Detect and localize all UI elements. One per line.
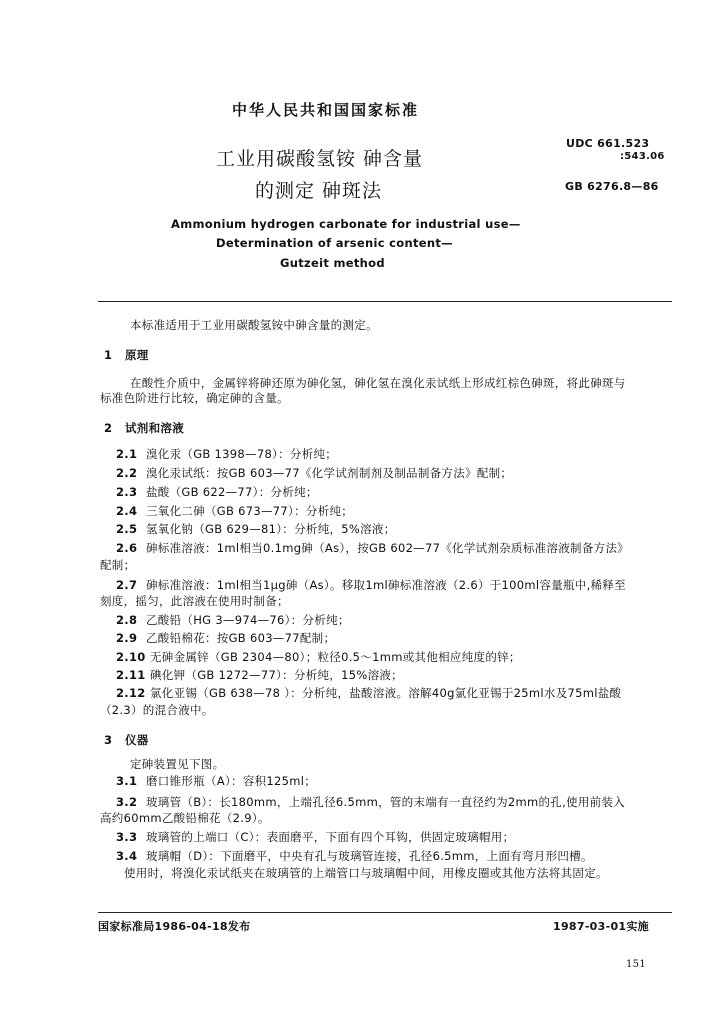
english-title-line2: Determination of arsenic content— — [216, 236, 453, 250]
list-item: 2.6 砷标准溶液：1ml相当0.1mg砷（As），按GB 602—77《化学试剂杂质标准溶液制备方法》 — [116, 541, 630, 555]
scope-statement: 本标准适用于工业用碳酸氢铵中砷含量的测定。 — [130, 318, 378, 332]
list-item: 2.8 乙酸铅（HG 3—974—76）：分析纯； — [116, 613, 350, 627]
list-item: 2.5 氢氧化钠（GB 629—81）：分析纯，5%溶液； — [116, 522, 396, 536]
national-standard-heading: 中华人民共和国国家标准 — [232, 101, 420, 119]
section-2-number: 2 — [104, 421, 113, 435]
list-item: 2.3 盐酸（GB 622—77）：分析纯； — [116, 485, 318, 499]
udc-code-continued: :543.06 — [620, 151, 665, 162]
gb-standard-code: GB 6276.8—86 — [565, 180, 659, 193]
apparatus-usage-note: 使用时，将溴化汞试纸夹在玻璃管的上端管口与玻璃帽中间，用橡皮圈或其他方法将其固定。 — [124, 866, 608, 880]
list-item: 2.12 氯化亚锡（GB 638—78 ）：分析纯，盐酸溶液。溶解40g氯化亚锡于25ml水及75ml盐酸 — [116, 686, 622, 700]
section-1-number: 1 — [104, 348, 113, 362]
section-3-number: 3 — [104, 733, 113, 747]
page-number: 151 — [626, 959, 646, 970]
effective-date: 1987-03-01实施 — [553, 920, 649, 933]
section-1-title: 原理 — [125, 348, 149, 362]
principle-paragraph-line1: 在酸性介质中，金属锌将砷还原为砷化氢，砷化氢在溴化汞试纸上形成红棕色砷斑，将此砷斑与 — [130, 376, 626, 390]
document-title-line1: 工业用碳酸氢铵 砷含量 — [216, 148, 424, 170]
list-item: 2.2 溴化汞试纸：按GB 603—77《化学试剂制剂及制品制备方法》配制； — [116, 466, 513, 480]
section-2-title: 试剂和溶液 — [125, 421, 184, 435]
list-item-continuation: （2.3）的混合液中。 — [100, 703, 214, 717]
header-divider — [98, 301, 672, 302]
udc-code: UDC 661.523 — [566, 137, 650, 150]
english-title-line1: Ammonium hydrogen carbonate for industrial use— — [171, 217, 521, 231]
list-item: 3.1 磨口锥形瓶（A）：容积125ml； — [116, 774, 317, 788]
list-item: 2.10 无砷金属锌（GB 2304—80）；粒径0.5～1mm或其他相应纯度的锌； — [116, 650, 521, 664]
list-item: 2.9 乙酸铅棉花：按GB 603—77配制； — [116, 631, 336, 645]
list-item: 3.4 玻璃帽（D）：下面磨平，中央有孔与玻璃管连接，孔径6.5mm，上面有弯月形凹槽。 — [116, 849, 593, 863]
list-item-continuation: 高约60mm乙酸铅棉花（2.9）。 — [100, 811, 270, 825]
list-item: 3.2 玻璃管（B）：长180mm，上端孔径6.5mm，管的末端有一直径约为2mm的孔,使用前装入 — [116, 795, 626, 809]
apparatus-lead: 定砷装置见下图。 — [130, 757, 225, 771]
list-item-continuation: 刻度，摇匀，此溶液在使用时制备； — [100, 594, 289, 608]
english-title-line3: Gutzeit method — [280, 256, 385, 270]
section-3-title: 仪器 — [125, 733, 149, 747]
principle-paragraph-line2: 标准色阶进行比较，确定砷的含量。 — [100, 391, 289, 405]
list-item: 2.4 三氧化二砷（GB 673—77）：分析纯； — [116, 504, 354, 518]
footer-divider — [98, 912, 672, 913]
list-item: 2.11 碘化钾（GB 1272—77）：分析纯，15%溶液； — [116, 668, 403, 682]
list-item-continuation: 配制； — [100, 558, 136, 572]
document-title-line2: 的测定 砷斑法 — [255, 180, 383, 202]
list-item: 3.3 玻璃管的上端口（C）：表面磨平，下面有四个耳钩，供固定玻璃帽用； — [116, 830, 515, 844]
list-item: 2.7 砷标准溶液：1ml相当1μg砷（As）。移取1ml砷标准溶液（2.6）于100ml容量瓶中,稀释至 — [116, 578, 626, 592]
issue-date: 国家标准局1986-04-18发布 — [98, 920, 251, 933]
list-item: 2.1 溴化汞（GB 1398—78）：分析纯； — [116, 447, 338, 461]
